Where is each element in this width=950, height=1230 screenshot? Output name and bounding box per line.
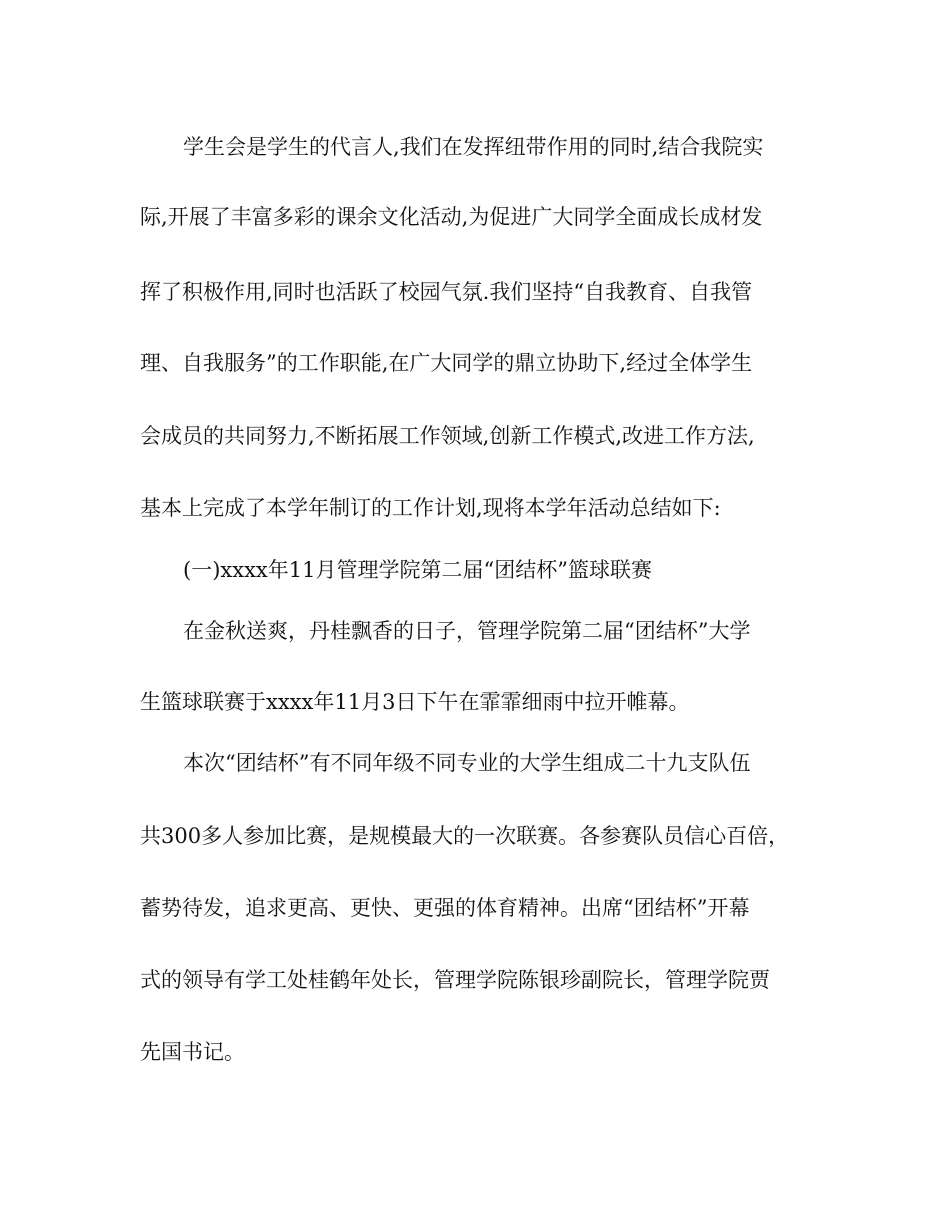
paragraph-1-line-3: 挥了积极作用,同时也活跃了校园气氛.我们坚持“自我教育、自我管 bbox=[140, 280, 753, 304]
paragraph-3-line-5: 先国书记。 bbox=[140, 1040, 245, 1064]
paragraph-2-line-1: 在金秋送爽，丹桂飘香的日子，管理学院第二届“团结杯”大学 bbox=[183, 619, 751, 643]
paragraph-3-line-4: 式的领导有学工处桂鹤年处长，管理学院陈银珍副院长，管理学院贾 bbox=[140, 968, 770, 992]
section-heading: (一)xxxx年11月管理学院第二届“团结杯”篮球联赛 bbox=[183, 558, 652, 582]
paragraph-3-line-2: 共300多人参加比赛，是规模最大的一次联赛。各参赛队员信心百倍， bbox=[140, 824, 790, 848]
paragraph-3-line-1: 本次“团结杯”有不同年级不同专业的大学生组成二十九支队伍 bbox=[183, 751, 751, 775]
paragraph-1-line-5: 会成员的共同努力,不断拓展工作领域,创新工作模式,改进工作方法, bbox=[140, 424, 755, 448]
paragraph-2-line-2: 生篮球联赛于xxxx年11月3日下午在霏霏细雨中拉开帷幕。 bbox=[140, 690, 690, 714]
paragraph-1-line-1: 学生会是学生的代言人,我们在发挥纽带作用的同时,结合我院实 bbox=[183, 135, 764, 159]
paragraph-1-line-2: 际,开展了丰富多彩的课余文化活动,为促进广大同学全面成长成材发 bbox=[140, 205, 763, 229]
paragraph-1-line-4: 理、自我服务”的工作职能,在广大同学的鼎立协助下,经过全体学生 bbox=[140, 351, 753, 375]
paragraph-3-line-3: 蓄势待发，追求更高、更快、更强的体育精神。出席“团结杯”开幕 bbox=[140, 896, 750, 920]
paragraph-1-line-6: 基本上完成了本学年制订的工作计划,现将本学年活动总结如下: bbox=[140, 496, 721, 520]
